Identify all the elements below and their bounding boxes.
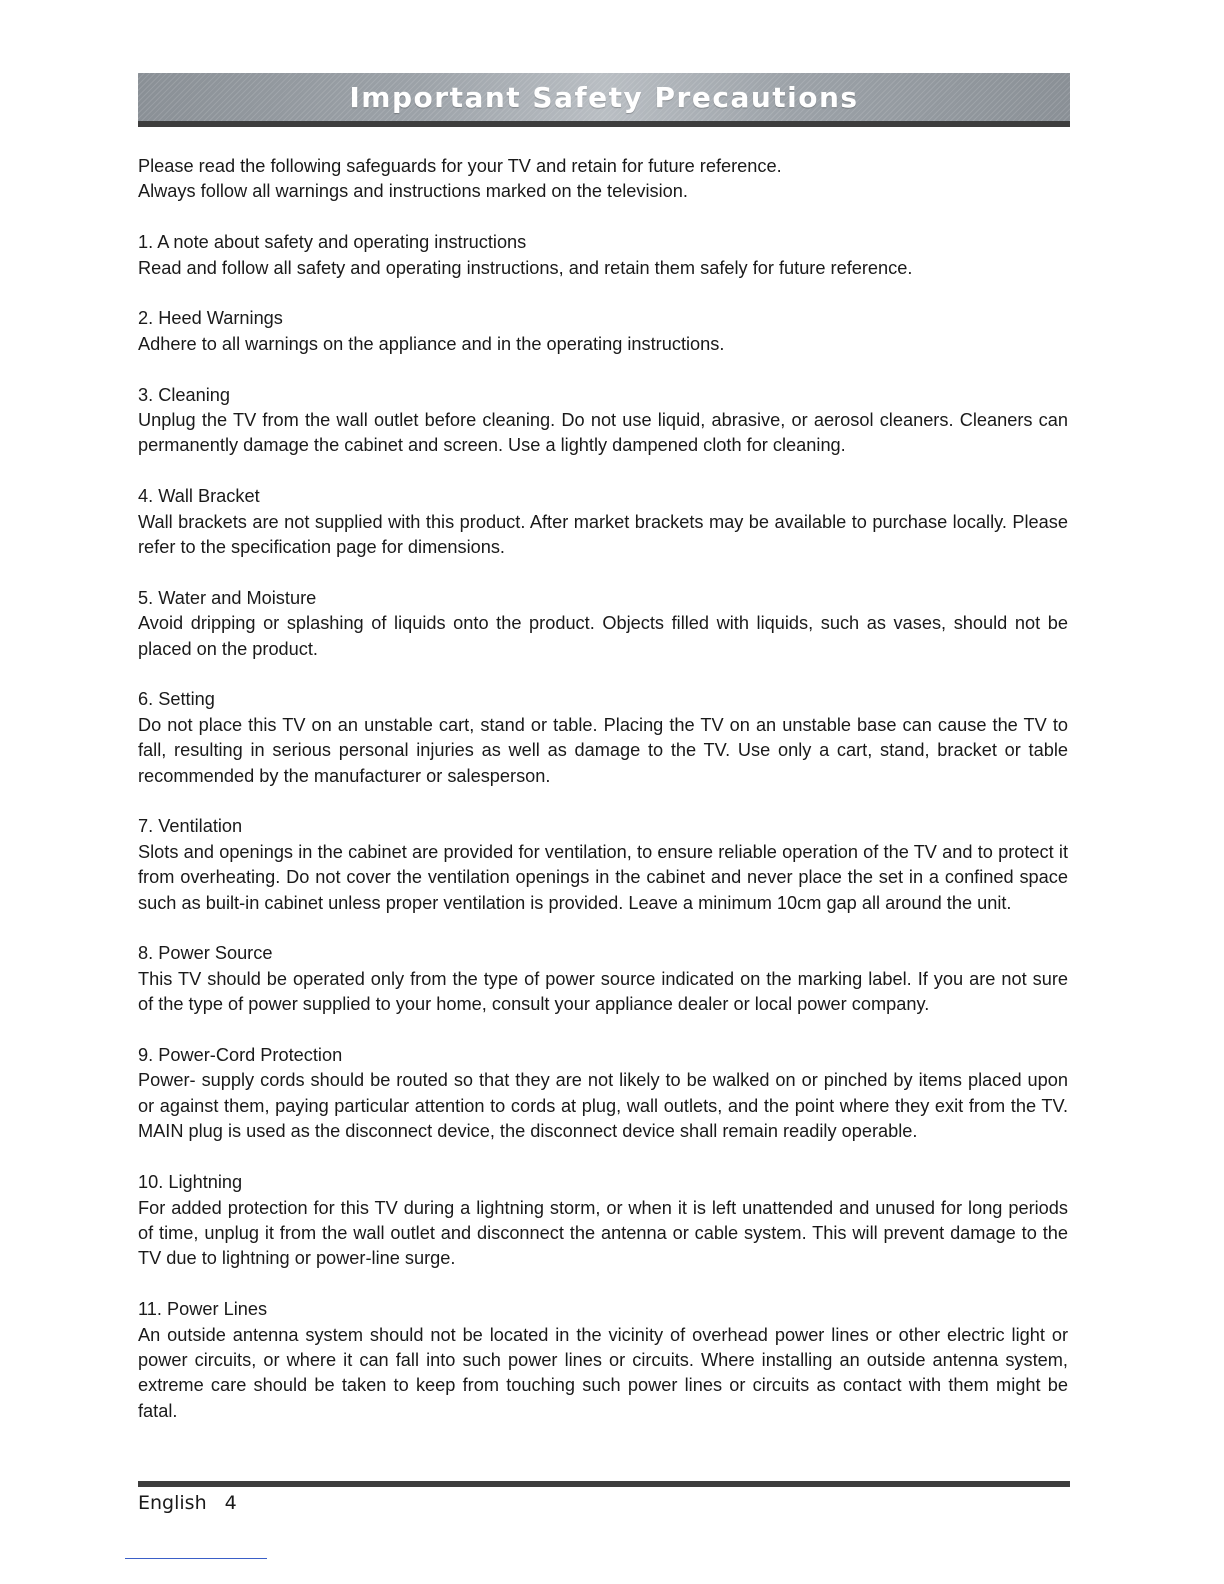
section-safety-instructions [138, 230, 1068, 281]
section-heading: 5. Water and Moisture [138, 587, 317, 608]
intro-line: Please read the following safeguards for your TV and retain for future reference. [138, 156, 782, 176]
section-setting [138, 687, 1068, 789]
footer-divider [138, 1481, 1070, 1487]
section-heading: 3. Cleaning [138, 384, 231, 405]
header-banner [138, 73, 1070, 121]
section-body: Power- supply cords should be routed so that they are not likely to be walked on or pinched by items placed upon or against them, paying particular attention to cords at plug, wall outlets, and the point where they exit from the TV. MAIN plug is used as the disconnect device, the disconnect device shall remain readily operable. [138, 1070, 1068, 1142]
section-body: Adhere to all warnings on the appliance and in the operating instructions. [138, 333, 725, 354]
header-divider [138, 121, 1070, 127]
page-title: Important Safety Precautions [349, 80, 859, 114]
section-body: Wall brackets are not supplied with this product. After market brackets may be available to purchase locally. Please refer to the specification page for dimensions. [138, 511, 1068, 558]
page-footer [138, 1492, 237, 1514]
section-cleaning [138, 383, 1068, 459]
section-body: Unplug the TV from the wall outlet before cleaning. Do not use liquid, abrasive, or aerosol cleaners. Cleaners can permanently damage the cabinet and screen. Use a lightly dampened cloth for cleaning. [138, 410, 1068, 456]
section-body: Do not place this TV on an unstable cart, stand or table. Placing the TV on an unstable base can cause the TV to fall, resulting in serious personal injuries as well as damage to the TV. Use only a cart, stand, bracket or table recommended by the manufacturer or salesperson. [138, 714, 1068, 786]
intro-paragraph [138, 154, 1068, 205]
section-heading: 7. Ventilation [138, 816, 243, 837]
bottom-underline-mark [125, 1558, 267, 1559]
section-water-moisture [138, 586, 1068, 662]
section-body: Avoid dripping or splashing of liquids onto the product. Objects filled with liquids, such as vases, should not be placed on the product. [138, 613, 1068, 659]
section-heading: 8. Power Source [138, 943, 273, 964]
section-power-lines [138, 1297, 1068, 1424]
section-power-cord-protection [138, 1043, 1068, 1145]
section-body: Slots and openings in the cabinet are provided for ventilation, to ensure reliable operation of the TV and to protect it from overheating. Do not cover the ventilation openings in the cabinet and never place the set in a confined space such as built-in cabinet unless proper ventilation is provided. Leave a minimum 10cm gap all around the unit. [138, 841, 1068, 913]
section-power-source [138, 941, 1068, 1017]
section-heading: 2. Heed Warnings [138, 308, 283, 329]
section-heading: 6. Setting [138, 689, 215, 710]
section-ventilation [138, 814, 1068, 916]
section-body: Read and follow all safety and operating instructions, and retain them safely for future reference. [138, 257, 913, 278]
document-body [138, 154, 1068, 1424]
section-lightning [138, 1170, 1068, 1272]
footer-language: English [138, 1492, 207, 1514]
section-heed-warnings [138, 306, 1068, 357]
section-body: An outside antenna system should not be located in the vicinity of overhead power lines or other electric light or power circuits, or where it can fall into such power lines or circuits. Where installing an outside antenna system, extreme care should be taken to keep from touching such power lines or circuits as contact with them might be fatal. [138, 1324, 1068, 1421]
section-heading: 4. Wall Bracket [138, 486, 260, 507]
section-heading: 10. Lightning [138, 1172, 243, 1193]
section-body: This TV should be operated only from the type of power source indicated on the marking label. If you are not sure of the type of power supplied to your home, consult your appliance dealer or local power company. [138, 968, 1068, 1015]
section-wall-bracket [138, 484, 1068, 560]
intro-line: Always follow all warnings and instructions marked on the television. [138, 181, 688, 202]
page-number: 4 [224, 1492, 237, 1514]
section-heading: 11. Power Lines [138, 1299, 268, 1320]
section-body: For added protection for this TV during a lightning storm, or when it is left unattended and unused for long periods of time, unplug it from the wall outlet and disconnect the antenna or cable system. This will prevent damage to the TV due to lightning or power-line surge. [138, 1197, 1068, 1269]
section-heading: 1. A note about safety and operating instructions [138, 232, 527, 253]
section-heading: 9. Power-Cord Protection [138, 1045, 343, 1066]
